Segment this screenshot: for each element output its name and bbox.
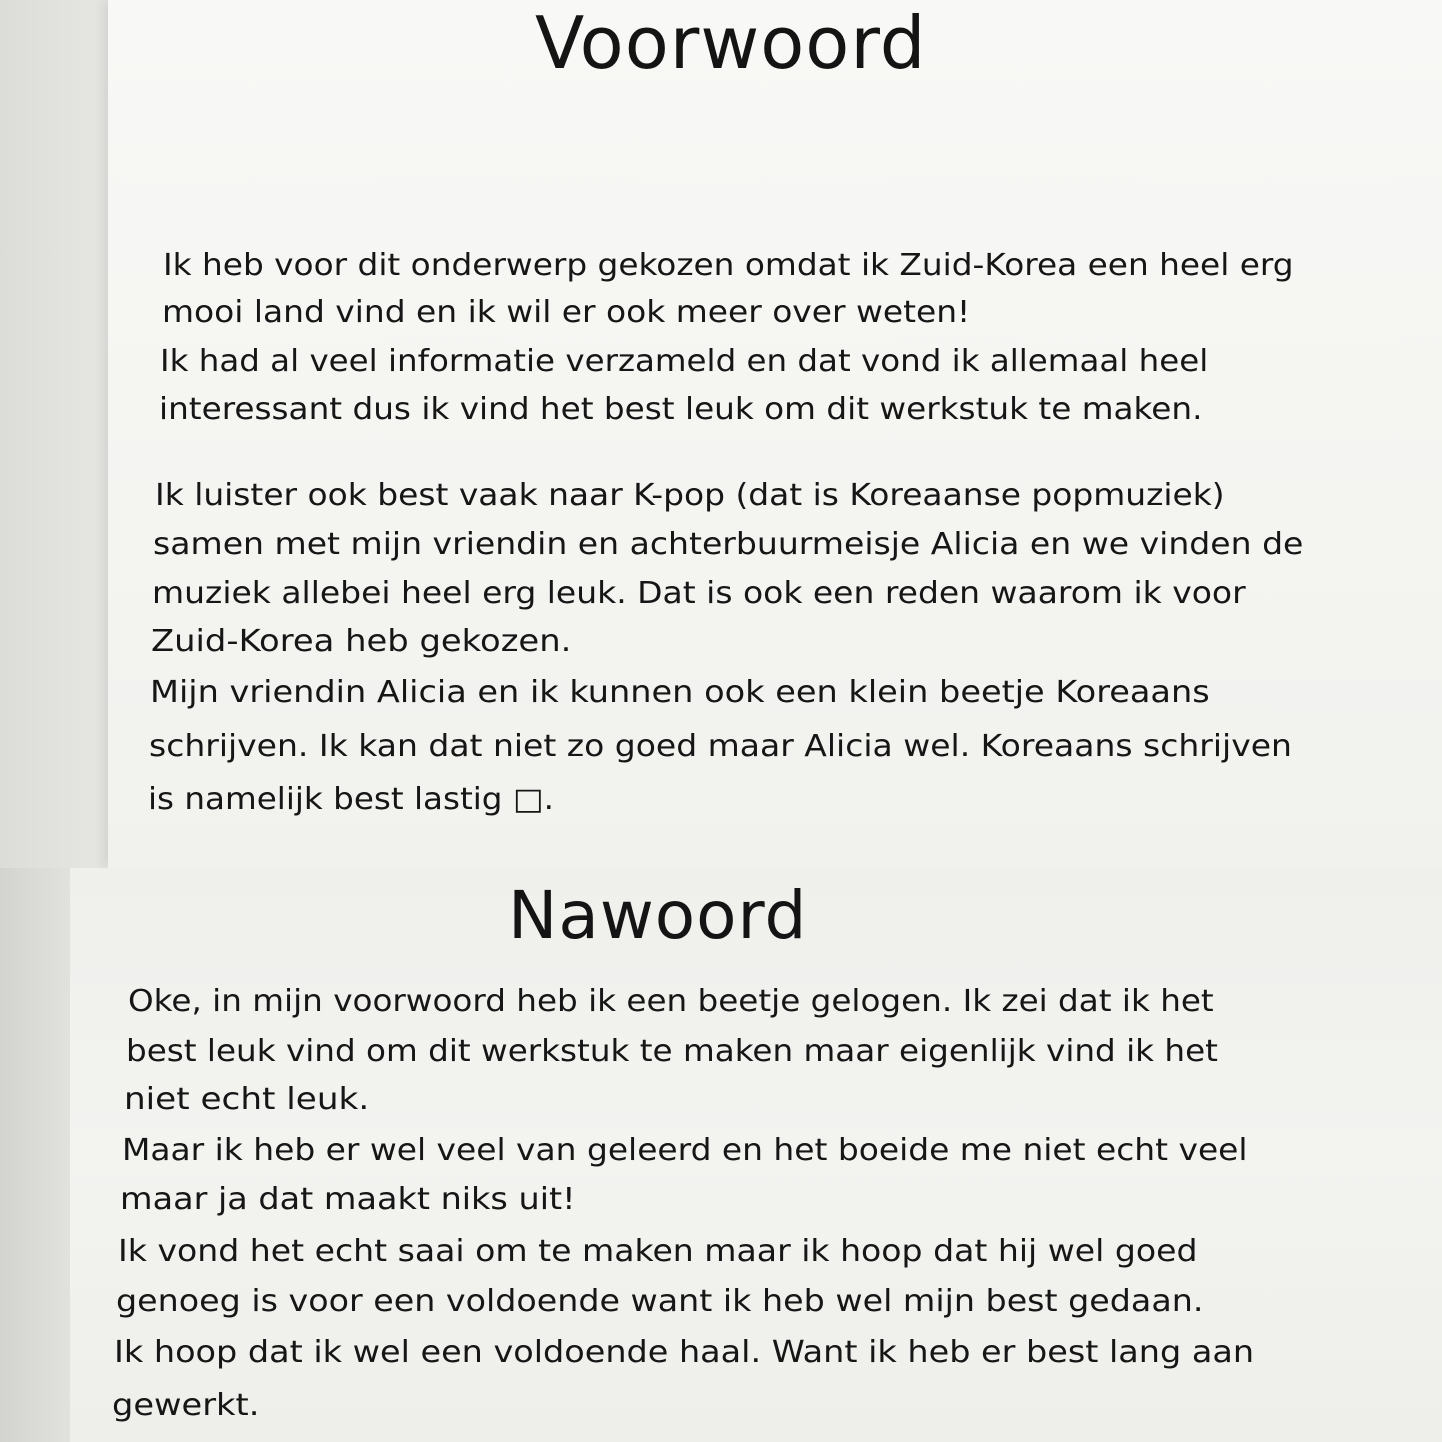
voorwoord-line: Ik heb voor dit onderwerp gekozen omdat ik Zuid-Korea een heel erg <box>163 248 1294 283</box>
nawoord-line: best leuk vind om dit werkstuk te maken maar eigenlijk vind ik het <box>126 1034 1218 1069</box>
nawoord-title: Nawoord <box>508 877 808 954</box>
background-page-edge <box>0 0 108 868</box>
voorwoord-line: schrijven. Ik kan dat niet zo goed maar Alicia wel. Koreaans schrijven <box>149 729 1292 764</box>
voorwoord-line: interessant dus ik vind het best leuk om dit werkstuk te maken. <box>159 392 1203 427</box>
nawoord-line: niet echt leuk. <box>124 1082 370 1117</box>
nawoord-line: maar ja dat maakt niks uit! <box>120 1182 576 1217</box>
voorwoord-line: mooi land vind en ik wil er ook meer over weten! <box>162 295 971 330</box>
nawoord-line: gewerkt. <box>112 1388 260 1423</box>
voorwoord-line: Ik had al veel informatie verzameld en dat vond ik allemaal heel <box>160 344 1209 379</box>
nawoord-line: genoeg is voor een voldoende want ik heb wel mijn best gedaan. <box>116 1284 1204 1319</box>
nawoord-photo <box>0 868 1442 1442</box>
nawoord-line: Oke, in mijn voorwoord heb ik een beetje gelogen. Ik zei dat ik het <box>128 984 1214 1019</box>
voorwoord-line: muziek allebei heel erg leuk. Dat is ook een reden waarom ik voor <box>152 576 1246 611</box>
nawoord-line: Ik hoop dat ik wel een voldoende haal. Want ik heb er best lang aan <box>114 1335 1255 1370</box>
voorwoord-line: Ik luister ook best vaak naar K-pop (dat is Koreaanse popmuziek) <box>155 478 1225 513</box>
voorwoord-title: Voorwoord <box>535 1 927 85</box>
voorwoord-line: Zuid-Korea heb gekozen. <box>151 624 572 659</box>
voorwoord-line: samen met mijn vriendin en achterbuurmeisje Alicia en we vinden de <box>153 527 1304 562</box>
voorwoord-line: is namelijk best lastig □. <box>148 782 554 817</box>
voorwoord-line: Mijn vriendin Alicia en ik kunnen ook een klein beetje Koreaans <box>150 675 1210 710</box>
nawoord-line: Maar ik heb er wel veel van geleerd en het boeide me niet echt veel <box>122 1133 1248 1168</box>
nawoord-line: Ik vond het echt saai om te maken maar ik hoop dat hij wel goed <box>118 1234 1198 1269</box>
